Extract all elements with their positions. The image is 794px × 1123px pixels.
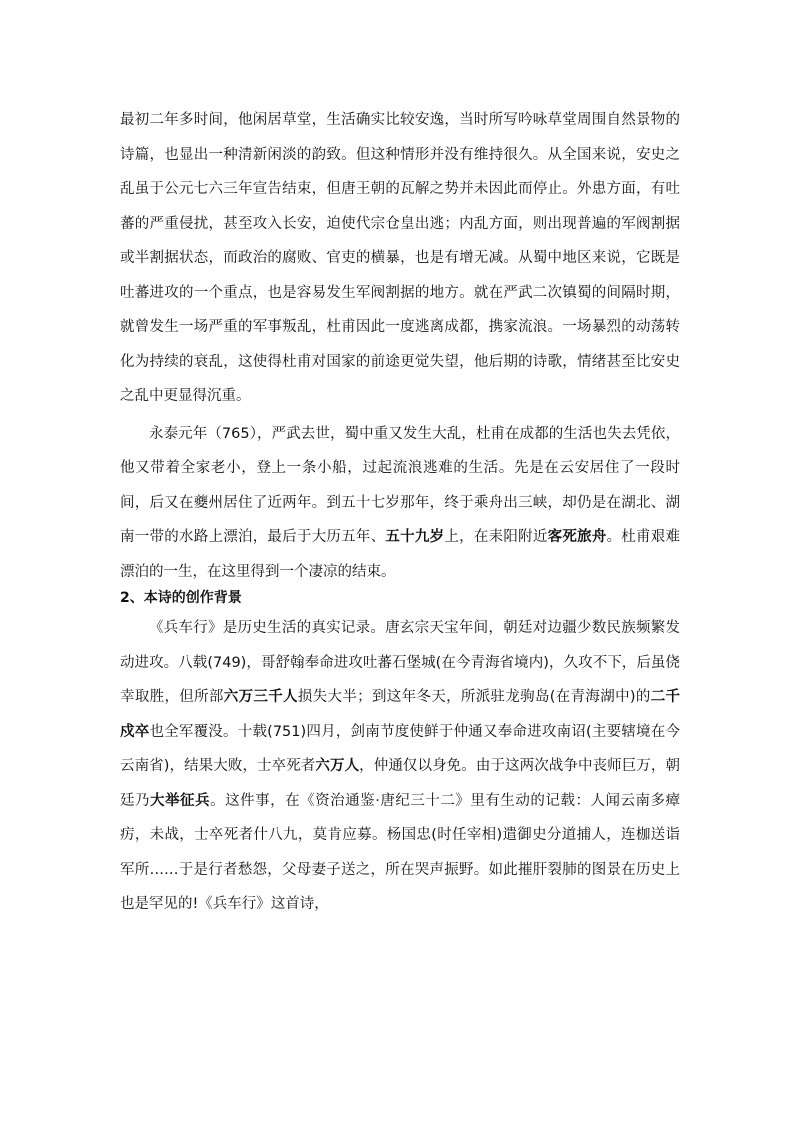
section-heading: 2、本诗的创作背景	[120, 590, 242, 606]
paragraph-3-seg-5: 也全军覆没。十载(751)四月，剑南节度使鲜于仲通又奉命进攻南诏(主要辖境在今云南省)，结果大败，士卒死者	[120, 723, 680, 774]
paragraph-1	[120, 103, 680, 414]
paragraph-2-seg-3: 上，在耒阳附近	[444, 529, 548, 545]
paragraph-2-seg-5: 。杜甫艰难漂泊的一生，在这里得到一个凄凉的结束。	[120, 529, 681, 580]
paragraph-3-bold-dead: 六万人	[315, 758, 360, 774]
paragraph-2-bold-death: 客死旅舟	[547, 529, 607, 545]
paragraph-3-bold-troops: 六万三千人	[223, 689, 298, 705]
paragraph-2	[120, 417, 680, 590]
paragraph-2-bold-age: 五十九岁	[385, 529, 445, 545]
paragraph-2-seg-1: 永泰元年（765），严武去世，蜀中重又发生大乱，杜甫在成都的生活也失去凭依，他又带着全家老小，登上一条小船，过起流浪逃难的生活。先是在云安居住了一段时间，后又在夔州居住了近两年。到五十七岁那年，终于乘舟出三峡，却仍是在湖北、湖南一带的水路上漂泊，最后于大历五年、	[120, 425, 680, 545]
paragraph-3-seg-3: 损失大半；到这年冬天，所派驻龙驹岛(在青海湖中)的	[297, 689, 651, 705]
paragraph-3-bold-garrison: 二千戍卒	[120, 689, 681, 740]
paragraph-1-text: 最初二年多时间，他闲居草堂，生活确实比较安逸，当时所写吟咏草堂周围自然景物的诗篇，也显出一种清新闲淡的韵致。但这种情形并没有维持很久。从全国来说，安史之乱虽于公元七六三年宣告结束，但唐王朝的瓦解之势并未因此而停止。外患方面，有吐蕃的严重侵扰，甚至攻入长安，迫使代宗仓皇出逃；内乱方面，则出现普遍的军阀割据或半割据状态，而政治的腐败、官吏的横暴，也是有增无减。从蜀中地区来说，它既是吐蕃进攻的一个重点，也是容易发生军阀割据的地方。就在严武二次镇蜀的间隔时期，就曾发生一场严重的军事叛乱，杜甫因此一度逃离成都，携家流浪。一场暴烈的动荡转化为持续的衰乱，这使得杜甫对国家的前途更觉失望，他后期的诗歌，情绪甚至比安史之乱中更显得沉重。	[120, 112, 680, 404]
document-body	[120, 103, 680, 922]
paragraph-3	[120, 611, 680, 922]
paragraph-3-seg-7: ，仲通仅以身免。由于这两次战争中丧师巨万，朝廷乃	[120, 758, 681, 809]
paragraph-3-seg-9: 。这件事，在《资治通鉴·唐纪三十二》里有生动的记载：人闻云南多瘴疠，未战，士卒死者什八九，莫肯应募。杨国忠(时任宰相)遣御史分道捕人，连枷送诣军所……于是行者愁怨，父母妻子送之，所在哭声振野。如此摧肝裂肺的图景在历史上也是罕见的!《兵车行》这首诗，	[120, 792, 681, 912]
paragraph-3-seg-1: 《兵车行》是历史生活的真实记录。唐玄宗天宝年间，朝廷对边疆少数民族频繁发动进攻。八载(749)，哥舒翰奉命进攻吐蕃石堡城(在今青海省境内)，久攻不下，后虽侥幸取胜，但所部	[120, 620, 680, 705]
paragraph-3-bold-conscription: 大举征兵	[150, 792, 211, 809]
